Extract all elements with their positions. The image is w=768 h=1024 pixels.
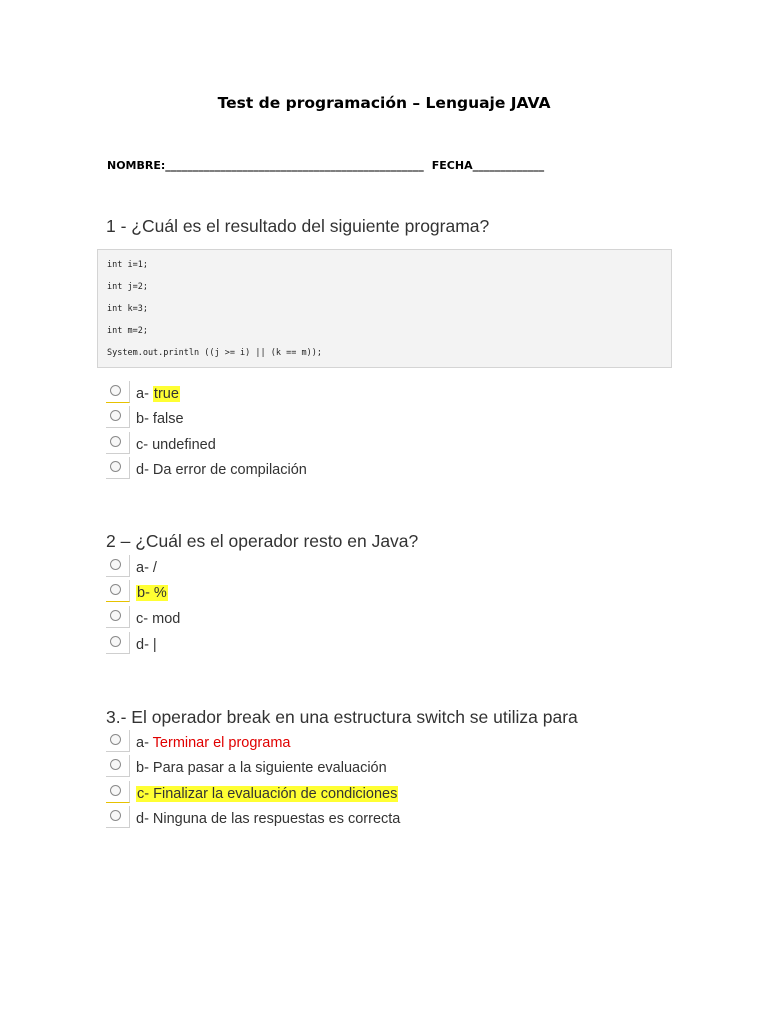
radio-button[interactable] [106, 755, 130, 777]
radio-button[interactable] [106, 580, 130, 602]
radio-button[interactable] [106, 406, 130, 428]
option-label: b- Para pasar a la siguiente evaluación [136, 760, 387, 776]
red-answer-text: Terminar el programa [152, 735, 291, 751]
radio-button[interactable] [106, 806, 130, 828]
radio-button[interactable] [106, 432, 130, 454]
page-title: Test de programación – Lenguaje JAVA [217, 94, 551, 112]
radio-button[interactable] [106, 381, 130, 403]
option-label: b- % [137, 585, 167, 601]
highlighted-answer: true [153, 386, 179, 402]
option-label: c- mod [136, 611, 181, 627]
radio-button[interactable] [106, 555, 130, 577]
header-fields [107, 159, 544, 172]
option-label: d- Da error de compilación [136, 462, 307, 478]
code-line: int j=2; [107, 282, 148, 292]
radio-button[interactable] [106, 457, 130, 479]
radio-button[interactable] [106, 781, 130, 803]
option-label: a- Terminar el programa [136, 735, 291, 751]
question-2-text: 2 – ¿Cuál es el operador resto en Java? [106, 531, 419, 551]
code-line: int m=2; [107, 326, 148, 336]
fecha-field: FECHA_____________ [431, 159, 545, 172]
code-line: int i=1; [107, 260, 148, 270]
option-label: c- Finalizar la evaluación de condiciones [137, 786, 398, 802]
code-line: int k=3; [107, 304, 148, 314]
option-label: c- undefined [136, 437, 216, 453]
code-block [97, 249, 672, 368]
question-3-text: 3.- El operador break en una estructura switch se utiliza para [106, 707, 578, 727]
option-label: d- Ninguna de las respuestas es correcta [136, 811, 401, 827]
nombre-field: NOMBRE:_______________________________________________ [107, 159, 424, 172]
code-line: System.out.println ((j >= i) || (k == m)); [107, 348, 322, 358]
highlighted-answer: % [153, 585, 167, 601]
option-label: d- | [136, 637, 157, 653]
radio-button[interactable] [106, 730, 130, 752]
highlighted-answer: Finalizar la evaluación de condiciones [153, 786, 398, 802]
option-label: a- / [136, 560, 157, 576]
option-label: b- false [136, 411, 184, 427]
option-label: a- true [136, 386, 179, 402]
radio-button[interactable] [106, 632, 130, 654]
radio-button[interactable] [106, 606, 130, 628]
question-1-text: 1 - ¿Cuál es el resultado del siguiente programa? [106, 216, 490, 236]
